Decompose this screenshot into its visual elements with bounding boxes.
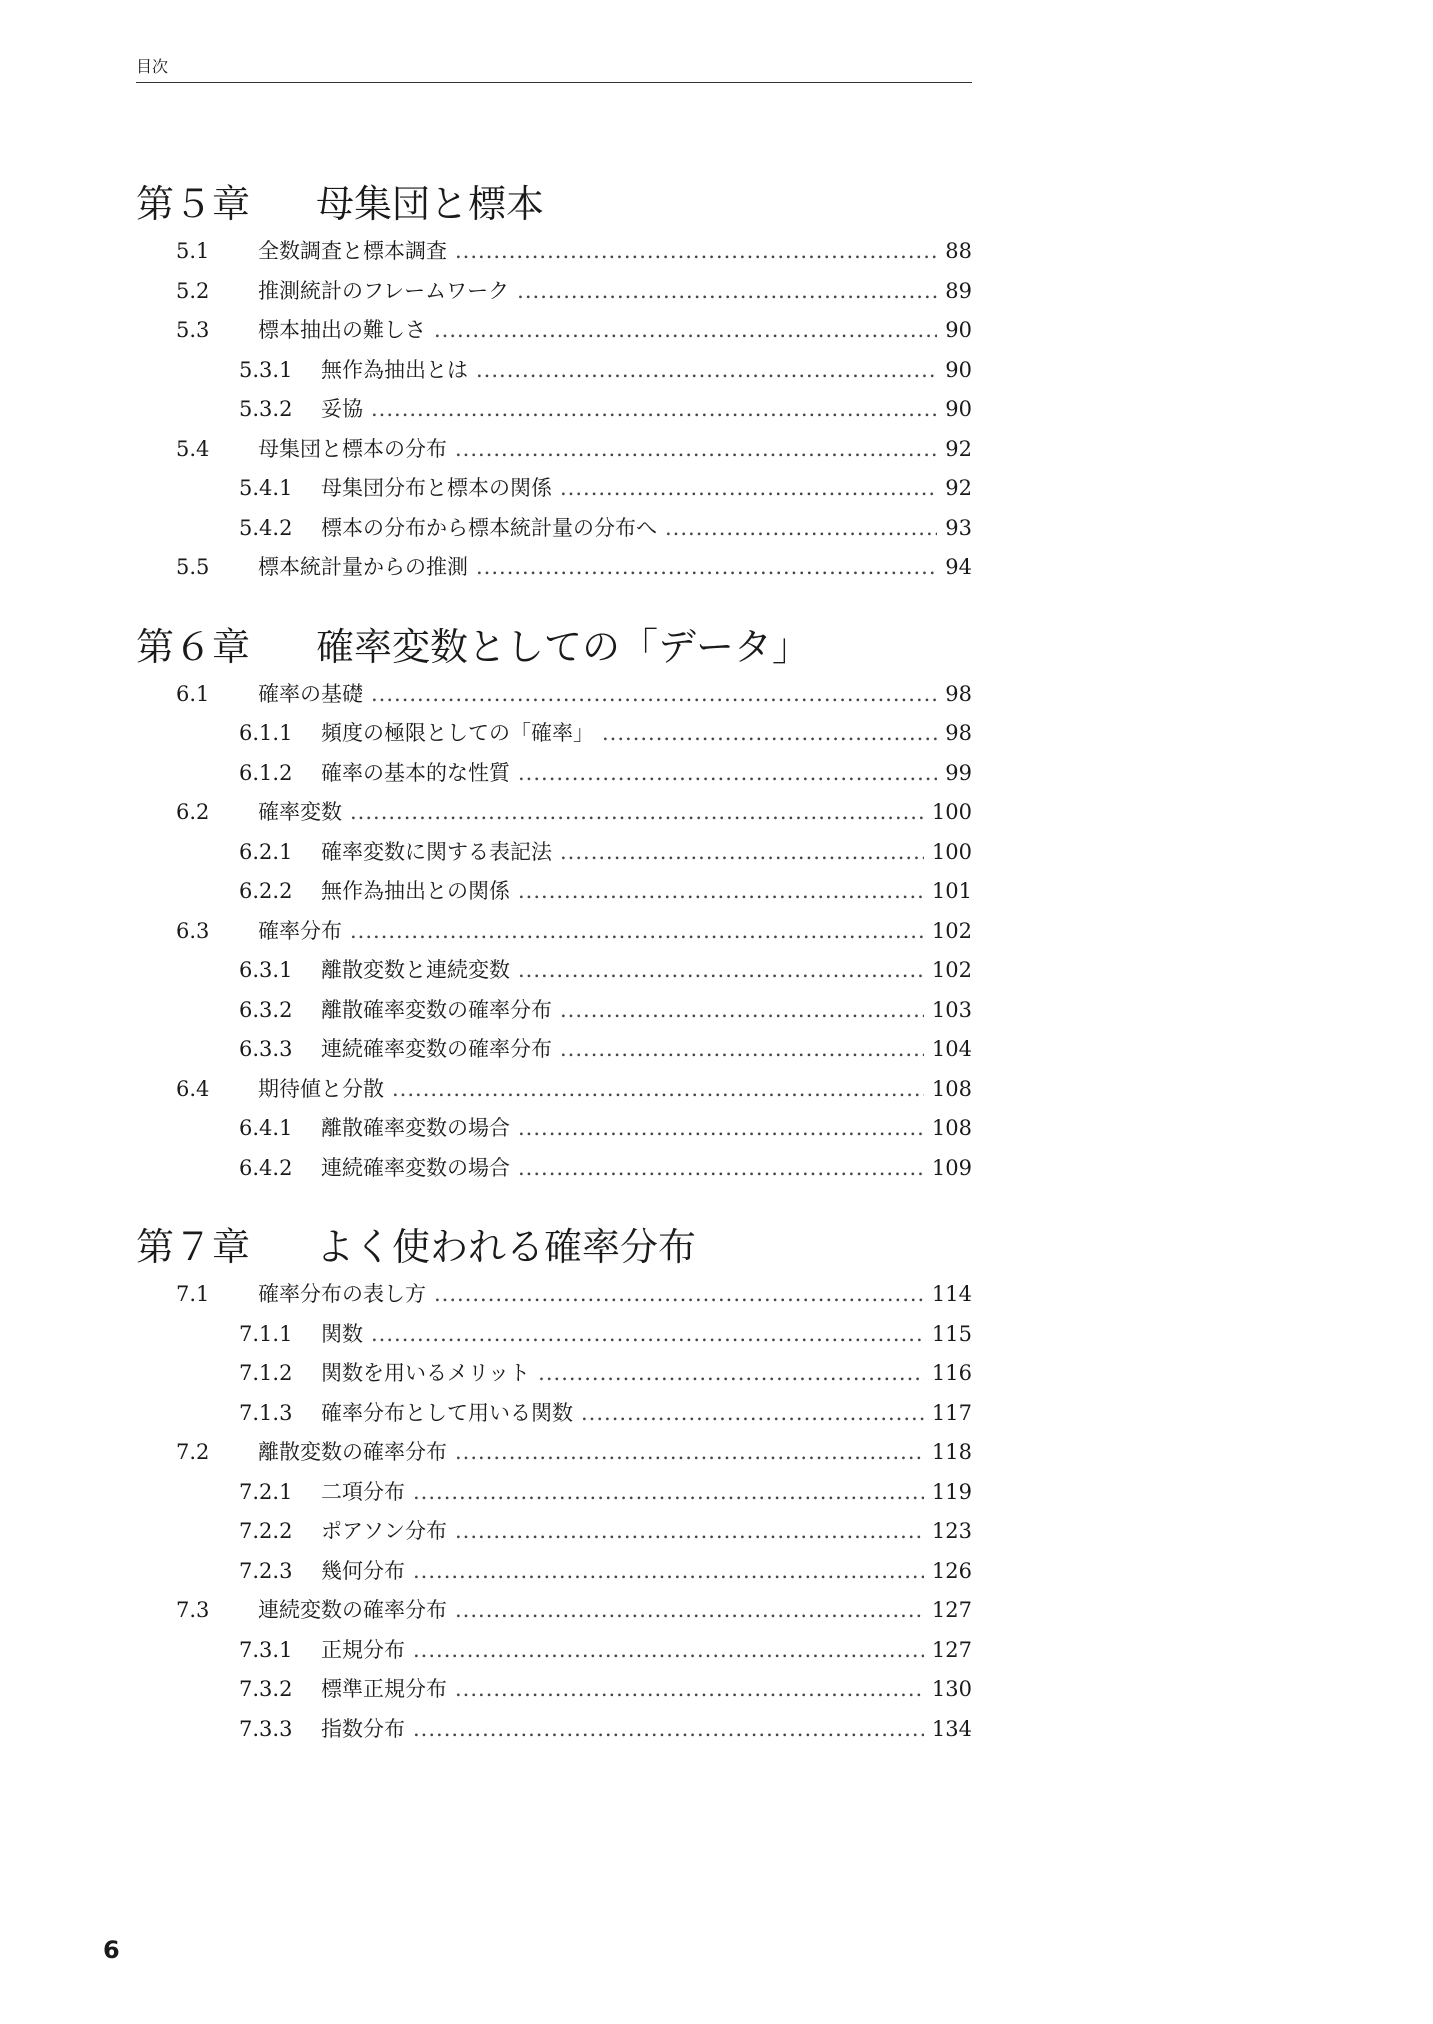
section-number: 5.3.2: [239, 397, 293, 421]
dot-leader: [476, 548, 937, 588]
dot-leader: [455, 1670, 924, 1710]
chapter-title: 確率変数としての「データ」: [316, 624, 811, 669]
chapter-number: 第６章: [136, 624, 251, 669]
section-title: 頻度の極限としての「確率」: [321, 721, 594, 745]
toc-section-entry[interactable]: [136, 548, 972, 588]
section-title: 確率分布の表し方: [258, 1282, 426, 1306]
toc-subsection-entry[interactable]: [136, 1354, 972, 1394]
section-number: 5.5: [176, 555, 210, 579]
page-ref: 104: [931, 1037, 972, 1061]
page-ref: 102: [931, 958, 972, 982]
section-title: 正規分布: [321, 1637, 405, 1662]
page-ref: 90: [945, 318, 972, 342]
toc-subsection-entry[interactable]: [136, 1109, 972, 1149]
dot-leader: [413, 1710, 924, 1750]
dot-leader: [665, 509, 937, 549]
chapter-entries: [136, 232, 972, 588]
chapter-entries: [136, 675, 972, 1189]
section-number: 7.3.1: [239, 1637, 293, 1662]
section-number: 7.1: [176, 1282, 210, 1306]
section-title: 確率変数: [258, 800, 342, 824]
dot-leader: [518, 951, 924, 991]
page-ref: 103: [931, 997, 972, 1022]
page-ref: 90: [945, 397, 972, 421]
section-number: 5.4: [176, 436, 210, 461]
page-ref: 109: [931, 1155, 972, 1180]
section-number: 7.2: [176, 1440, 210, 1464]
section-title: 指数分布: [321, 1716, 405, 1741]
page-ref: 108: [931, 1116, 972, 1140]
toc-subsection-entry[interactable]: [136, 1030, 972, 1070]
page-ref: 101: [931, 879, 972, 903]
dot-leader: [517, 272, 937, 312]
toc-section-entry[interactable]: [136, 1275, 972, 1315]
section-number: 7.2.1: [239, 1479, 293, 1504]
dot-leader: [602, 714, 937, 754]
section-number: 5.4.1: [239, 476, 293, 500]
section-title: 関数: [321, 1321, 363, 1346]
section-number: 7.1.1: [239, 1321, 293, 1346]
section-number: 6.4: [176, 1076, 210, 1101]
dot-leader: [413, 1552, 924, 1592]
section-title: 関数を用いるメリット: [321, 1361, 531, 1385]
toc-subsection-entry[interactable]: [136, 872, 972, 912]
section-title: 標本抽出の難しさ: [258, 318, 426, 342]
toc-subsection-entry[interactable]: [136, 1710, 972, 1750]
section-number: 7.2.3: [239, 1558, 293, 1583]
page-ref: 98: [945, 681, 972, 706]
toc-subsection-entry[interactable]: [136, 1670, 972, 1710]
page-ref: 126: [931, 1558, 972, 1583]
section-number: 7.1.3: [239, 1400, 293, 1425]
toc-section-entry[interactable]: [136, 1070, 972, 1110]
section-title: 離散確率変数の確率分布: [321, 997, 552, 1022]
section-title: 確率の基本的な性質: [321, 760, 510, 785]
toc-subsection-entry[interactable]: [136, 469, 972, 509]
section-number: 6.4.1: [239, 1116, 293, 1140]
toc-section-entry[interactable]: [136, 1591, 972, 1631]
section-number: 7.3.3: [239, 1716, 293, 1741]
section-title: 幾何分布: [321, 1558, 405, 1583]
section-title: 期待値と分散: [258, 1076, 384, 1101]
toc-section-entry[interactable]: [136, 232, 972, 272]
section-number: 7.3: [176, 1598, 210, 1622]
toc-subsection-entry[interactable]: [136, 754, 972, 794]
section-number: 5.3.1: [239, 357, 293, 382]
dot-leader: [392, 1070, 924, 1110]
dot-leader: [560, 469, 937, 509]
toc-subsection-entry[interactable]: [136, 991, 972, 1031]
section-number: 6.2.1: [239, 839, 293, 864]
toc-section-entry[interactable]: [136, 430, 972, 470]
section-title: 確率変数に関する表記法: [321, 839, 552, 864]
page-ref: 130: [931, 1677, 972, 1701]
section-title: 二項分布: [321, 1479, 405, 1504]
section-number: 6.2: [176, 800, 210, 824]
dot-leader: [413, 1631, 924, 1671]
dot-leader: [413, 1473, 924, 1513]
running-header: [136, 56, 972, 83]
page-ref: 100: [931, 839, 972, 864]
toc-subsection-entry[interactable]: [136, 1394, 972, 1434]
toc-subsection-entry[interactable]: [136, 833, 972, 873]
section-number: 5.1: [176, 239, 210, 263]
section-title: 離散確率変数の場合: [321, 1116, 510, 1140]
section-number: 6.3.1: [239, 958, 293, 982]
chapter-entries: [136, 1275, 972, 1749]
page-ref: 88: [945, 239, 972, 263]
chapter-heading[interactable]: [136, 176, 972, 232]
dot-leader: [560, 991, 924, 1031]
dot-leader: [518, 1109, 924, 1149]
dot-leader: [538, 1354, 924, 1394]
toc-section-entry[interactable]: [136, 675, 972, 715]
toc-section-entry[interactable]: [136, 311, 972, 351]
section-title: 標本統計量からの推測: [258, 555, 468, 579]
section-number: 6.3.3: [239, 1037, 293, 1061]
toc-section-entry[interactable]: [136, 272, 972, 312]
section-title: 標本の分布から標本統計量の分布へ: [321, 515, 657, 540]
header-title: 目次: [136, 57, 169, 76]
dot-leader: [455, 430, 937, 470]
section-title: 母集団と標本の分布: [258, 436, 447, 461]
chapter-number: 第７章: [136, 1225, 251, 1269]
section-number: 7.2.2: [239, 1519, 293, 1543]
section-title: 無作為抽出との関係: [321, 879, 510, 903]
chapter-heading[interactable]: [136, 1219, 972, 1275]
section-title: 確率の基礎: [258, 681, 363, 706]
section-number: 5.4.2: [239, 515, 293, 540]
section-number: 7.3.2: [239, 1677, 293, 1701]
section-title: 連続確率変数の確率分布: [321, 1037, 552, 1061]
section-title: 標準正規分布: [321, 1677, 447, 1701]
section-title: 推測統計のフレームワーク: [258, 278, 510, 303]
page-ref: 123: [931, 1519, 972, 1543]
page-ref: 94: [945, 555, 972, 579]
section-title: 母集団分布と標本の関係: [321, 476, 552, 500]
chapter-title: よく使われる確率分布: [316, 1225, 697, 1269]
chapter-number: 第５章: [136, 182, 251, 226]
page-ref: 114: [931, 1282, 972, 1306]
dot-leader: [581, 1394, 924, 1434]
page-ref: 127: [931, 1598, 972, 1622]
page-ref: 115: [931, 1321, 972, 1346]
toc-subsection-entry[interactable]: [136, 714, 972, 754]
page-ref: 100: [931, 800, 972, 824]
toc-subsection-entry[interactable]: [136, 951, 972, 991]
dot-leader: [518, 872, 924, 912]
dot-leader: [455, 1512, 924, 1552]
toc-subsection-entry[interactable]: [136, 1149, 972, 1189]
table-of-contents: [136, 176, 972, 1780]
page-ref: 98: [945, 721, 972, 745]
dot-leader: [560, 1030, 924, 1070]
dot-leader: [455, 1591, 924, 1631]
toc-subsection-entry[interactable]: [136, 1473, 972, 1513]
dot-leader: [350, 912, 924, 952]
chapter-heading[interactable]: [136, 619, 972, 675]
page-ref: 127: [931, 1637, 972, 1662]
dot-leader: [371, 390, 937, 430]
toc-section-entry[interactable]: [136, 912, 972, 952]
page-ref: 92: [945, 436, 972, 461]
section-number: 6.1.2: [239, 760, 293, 785]
page-number: 6: [103, 1936, 120, 1964]
page-ref: 99: [945, 760, 972, 785]
page-ref: 118: [931, 1440, 972, 1464]
dot-leader: [350, 793, 924, 833]
dot-leader: [371, 1315, 924, 1355]
toc-subsection-entry[interactable]: [136, 390, 972, 430]
section-title: 離散変数と連続変数: [321, 958, 510, 982]
toc-subsection-entry[interactable]: [136, 1512, 972, 1552]
section-title: 全数調査と標本調査: [258, 239, 447, 263]
page-ref: 134: [931, 1716, 972, 1741]
section-title: 妥協: [321, 397, 363, 421]
section-title: 無作為抽出とは: [321, 357, 468, 382]
toc-section-entry[interactable]: [136, 1433, 972, 1473]
section-number: 6.3.2: [239, 997, 293, 1022]
section-number: 7.1.2: [239, 1361, 293, 1385]
dot-leader: [434, 311, 937, 351]
section-number: 5.2: [176, 278, 210, 303]
dot-leader: [518, 754, 937, 794]
section-number: 6.1: [176, 681, 210, 706]
page-ref: 119: [931, 1479, 972, 1504]
section-title: 連続確率変数の場合: [321, 1155, 510, 1180]
page-ref: 116: [931, 1361, 972, 1385]
toc-subsection-entry[interactable]: [136, 1552, 972, 1592]
section-title: ポアソン分布: [321, 1519, 447, 1543]
toc-section-entry[interactable]: [136, 793, 972, 833]
section-number: 6.2.2: [239, 879, 293, 903]
page-ref: 92: [945, 476, 972, 500]
page-ref: 89: [945, 278, 972, 303]
toc-subsection-entry[interactable]: [136, 351, 972, 391]
dot-leader: [455, 1433, 924, 1473]
section-number: 6.3: [176, 918, 210, 943]
section-title: 確率分布: [258, 918, 342, 943]
dot-leader: [455, 232, 937, 272]
toc-subsection-entry[interactable]: [136, 1315, 972, 1355]
section-number: 6.4.2: [239, 1155, 293, 1180]
page-ref: 117: [931, 1400, 972, 1425]
toc-subsection-entry[interactable]: [136, 1631, 972, 1671]
chapter-title: 母集団と標本: [316, 182, 545, 226]
section-number: 5.3: [176, 318, 210, 342]
dot-leader: [518, 1149, 924, 1189]
page-ref: 93: [945, 515, 972, 540]
dot-leader: [371, 675, 937, 715]
section-title: 離散変数の確率分布: [258, 1440, 447, 1464]
toc-subsection-entry[interactable]: [136, 509, 972, 549]
page-ref: 108: [931, 1076, 972, 1101]
section-number: 6.1.1: [239, 721, 293, 745]
section-title: 確率分布として用いる関数: [321, 1400, 573, 1425]
page-ref: 102: [931, 918, 972, 943]
dot-leader: [560, 833, 924, 873]
dot-leader: [434, 1275, 924, 1315]
section-title: 連続変数の確率分布: [258, 1598, 447, 1622]
dot-leader: [476, 351, 937, 391]
page-ref: 90: [945, 357, 972, 382]
